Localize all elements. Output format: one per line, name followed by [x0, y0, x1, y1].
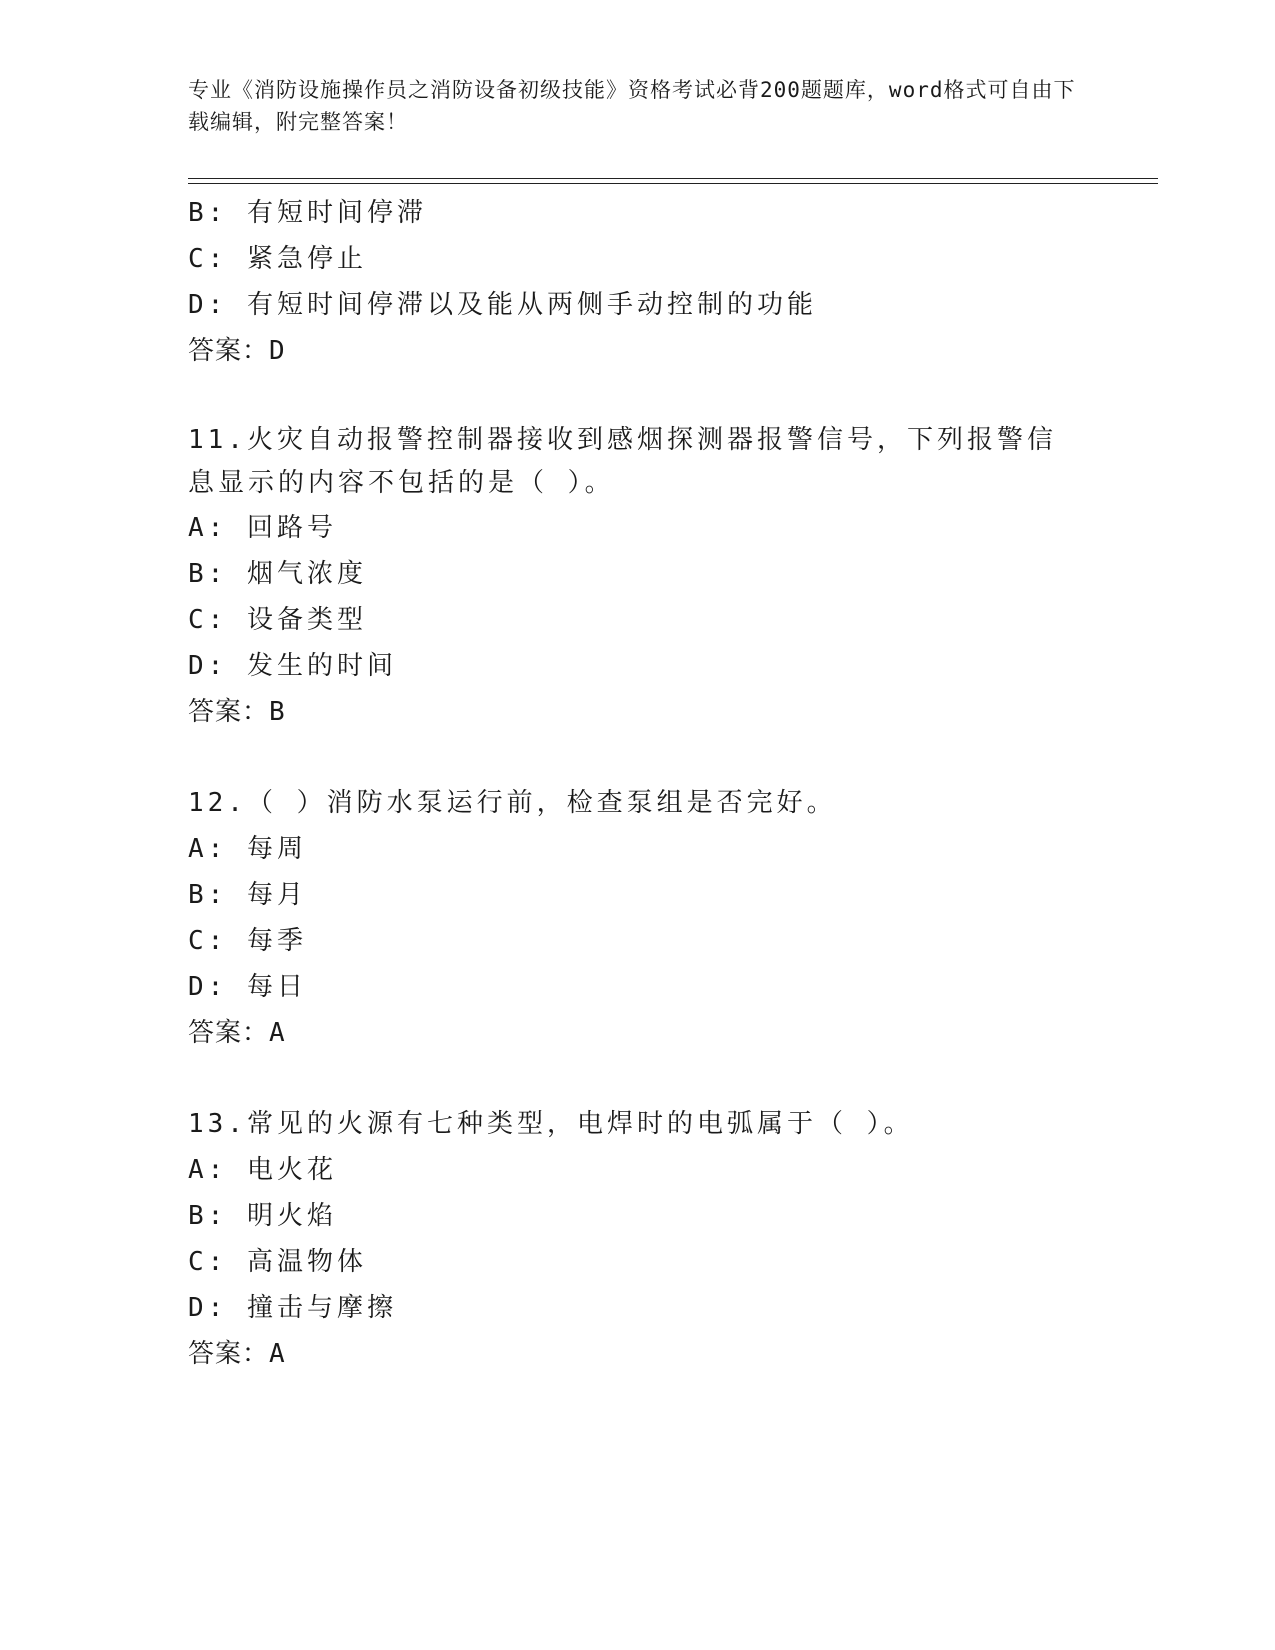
- answer-text: 答案：A: [188, 1339, 286, 1369]
- option-d: D: 发生的时间: [188, 651, 397, 681]
- question-text: 13.常见的火源有七种类型，电焊时的电弧属于（ ）。: [188, 1109, 914, 1139]
- option-b: B: 有短时间停滞: [188, 198, 427, 228]
- question-11: [188, 419, 1088, 735]
- carryover-question: [188, 190, 1088, 374]
- option-c: C: 每季: [188, 926, 307, 956]
- question-12: [188, 780, 1088, 1056]
- header-divider-bottom: [188, 183, 1158, 184]
- question-13: [188, 1101, 1088, 1377]
- option-a: A: 电火花: [188, 1155, 337, 1185]
- question-text: 12.（ ）消防水泵运行前，检查泵组是否完好。: [188, 788, 837, 818]
- answer-text: 答案：B: [188, 697, 286, 727]
- question-list: [188, 190, 1088, 1377]
- header-title: 专业《消防设施操作员之消防设备初级技能》资格考试必背200题题库，word格式可自由下载编辑，附完整答案！: [188, 78, 1076, 134]
- option-b: B: 烟气浓度: [188, 559, 367, 589]
- header-divider-top: [188, 178, 1158, 179]
- option-d: D: 有短时间停滞以及能从两侧手动控制的功能: [188, 290, 817, 320]
- option-d: D: 每日: [188, 972, 307, 1002]
- document-header: [188, 74, 1088, 138]
- option-c: C: 设备类型: [188, 605, 367, 635]
- option-c: C: 高温物体: [188, 1247, 367, 1277]
- question-text: 11.火灾自动报警控制器接收到感烟探测器报警信号，下列报警信息显示的内容不包括的是（ ）。: [188, 425, 1057, 498]
- option-c: C: 紧急停止: [188, 244, 367, 274]
- option-b: B: 明火焰: [188, 1201, 337, 1231]
- option-b: B: 每月: [188, 880, 307, 910]
- option-a: A: 回路号: [188, 513, 337, 543]
- answer-text: 答案：D: [188, 336, 286, 366]
- option-d: D: 撞击与摩擦: [188, 1293, 397, 1323]
- option-a: A: 每周: [188, 834, 307, 864]
- answer-text: 答案：A: [188, 1018, 286, 1048]
